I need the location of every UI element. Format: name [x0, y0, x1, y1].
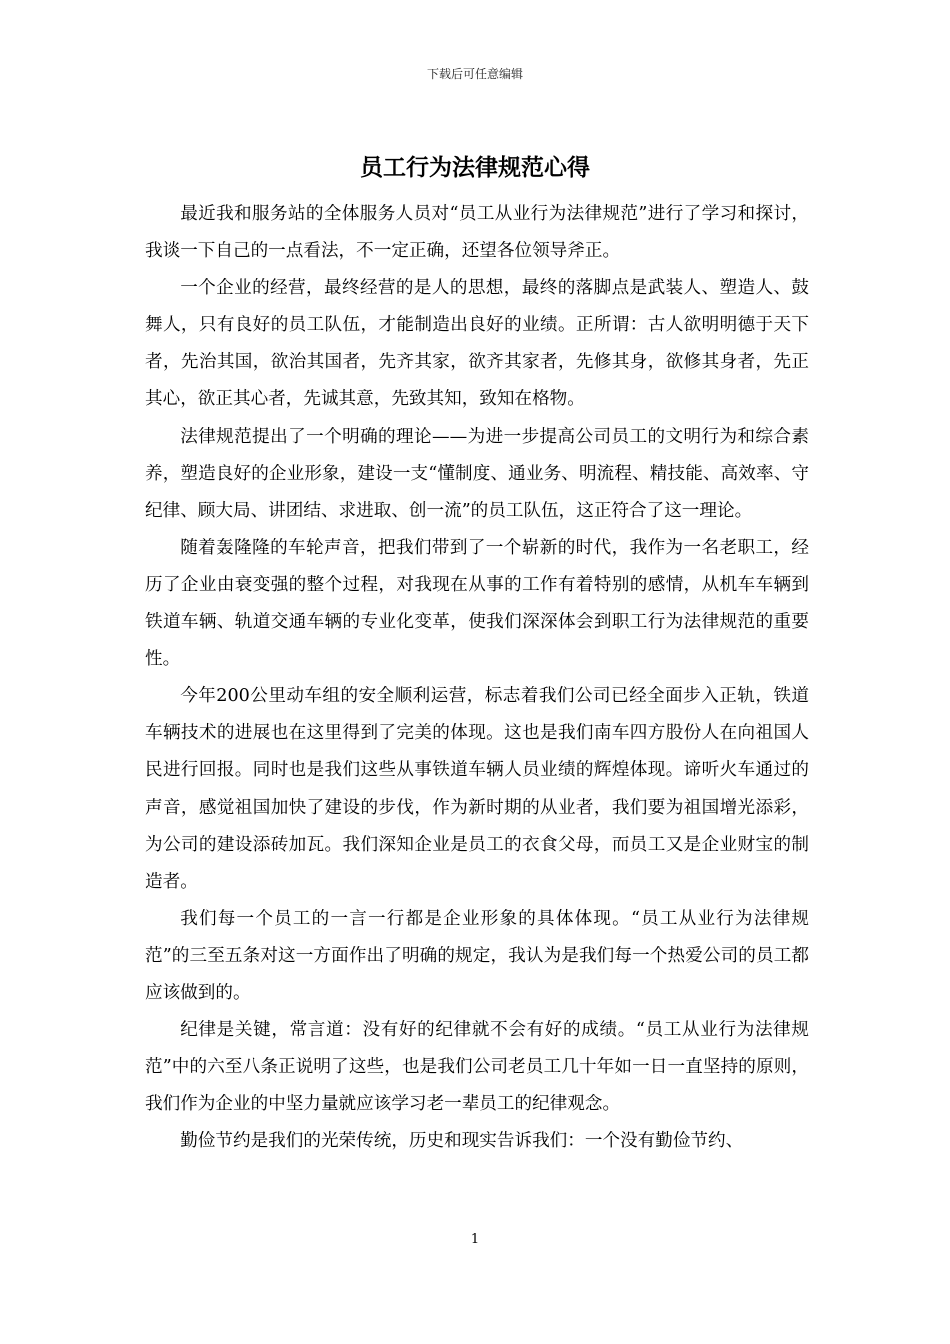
paragraph: 一个企业的经营，最终经营的是人的思想，最终的落脚点是武装人、塑造人、鼓舞人，只有良好的员工队伍，才能制造出良好的业绩。正所谓：古人欲明明德于天下者，先治其国，欲治其国者，先齐其家，欲齐其家者，先修其身，欲修其身者，先正其心，欲正其心者，先诚其意，先致其知，致知在格物。 — [145, 278, 809, 410]
paragraph: 我们每一个员工的一言一行都是企业形象的具体体现。“员工从业行为法律规范”的三至五条对这一方面作出了明确的规定，我认为是我们每一个热爱公司的员工都应该做到的。 — [145, 908, 809, 1003]
paragraph: 纪律是关键，常言道：没有好的纪律就不会有好的成绩。“员工从业行为法律规范”中的六至八条正说明了这些，也是我们公司老员工几十年如一日一直坚持的原则，我们作为企业的中坚力量就应该学习老一辈员工的纪律观念。 — [145, 1020, 809, 1115]
paragraph: 最近我和服务站的全体服务人员对“员工从业行为法律规范”进行了学习和探讨，我谈一下自己的一点看法，不一定正确，还望各位领导斧正。 — [145, 204, 809, 262]
page-number: 1 — [470, 1232, 480, 1247]
paragraph: 随着轰隆隆的车轮声音，把我们带到了一个崭新的时代，我作为一名老职工，经历了企业由衰变强的整个过程，对我现在从事的工作有着特别的感情，从机车车辆到铁道车辆、轨道交通车辆的专业化变革，使我们深深体会到职工行为法律规范的重要性。 — [145, 537, 809, 670]
paragraph: 今年200公里动车组的安全顺利运营，标志着我们公司已经全面步入正轨，铁道车辆技术的进展也在这里得到了完美的体现。这也是我们南车四方股份人在向祖国人民进行回报。同时也是我们这些从事铁道车辆人员业绩的辉煌体现。谛听火车通过的声音，感觉祖国加快了建设的步伐，作为新时期的从业者，我们要为祖国增光添彩，为公司的建设添砖加瓦。我们深知企业是员工的衣食父母，而员工又是企业财宝的制造者。 — [145, 686, 809, 892]
document-title: 员工行为法律规范心得 — [360, 154, 590, 181]
paragraph: 法律规范提出了一个明确的理论——为进一步提高公司员工的文明行为和综合素养，塑造良好的企业形象，建设一支“懂制度、通业务、明流程、精技能、高效率、守纪律、顾大局、讲团结、求进取、创一流”的员工队伍，这正符合了这一理论。 — [145, 426, 809, 521]
document-body — [145, 196, 809, 1160]
paragraph: 勤俭节约是我们的光荣传统，历史和现实告诉我们：一个没有勤俭节约、 — [180, 1131, 744, 1152]
header-note: 下载后可任意编辑 — [426, 67, 523, 81]
